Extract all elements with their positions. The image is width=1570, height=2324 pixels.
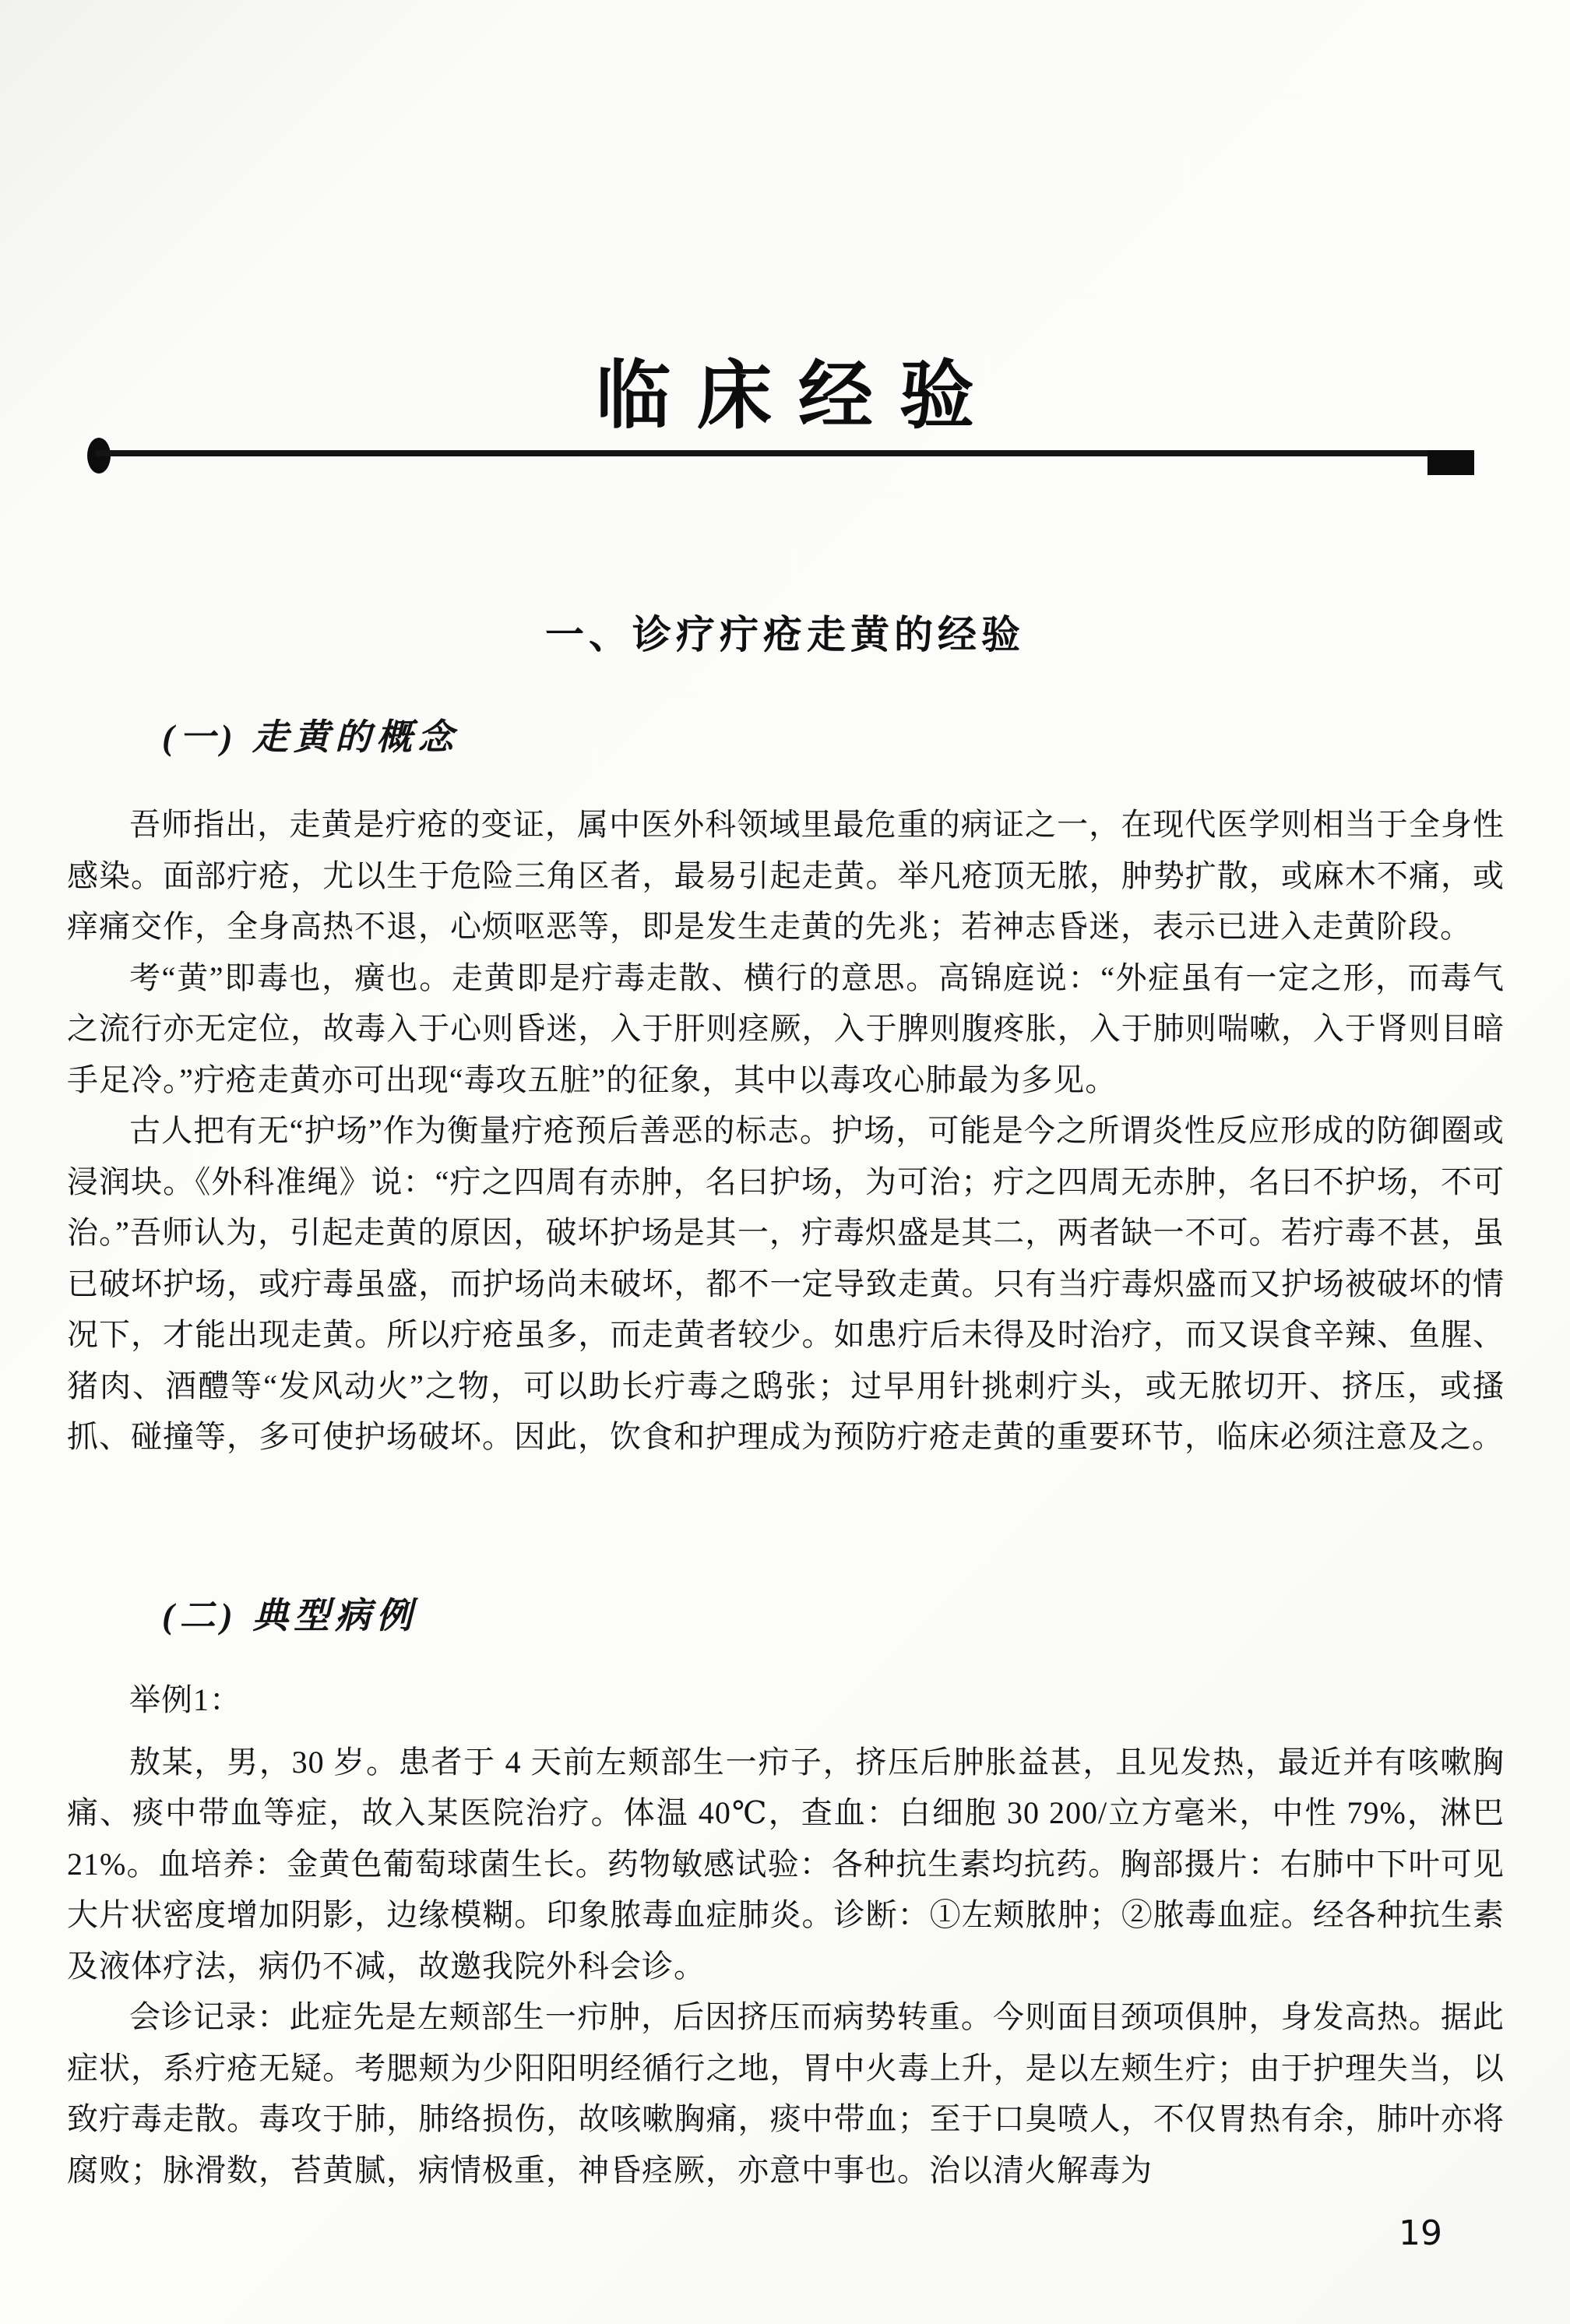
section-title: 一、诊疗疔疮走黄的经验: [545, 612, 1025, 657]
chapter-divider: [87, 436, 1474, 472]
chapter-title: 临床经验: [596, 352, 1001, 439]
case-paragraph: 敖某，男，30 岁。患者于 4 天前左颊部生一疖子，挤压后肿胀益甚，且见发热，最近并有咳嗽胸痛、痰中带血等症，故入某医院治疗。体温 40℃，查血：白细胞 30 200/立方毫米，中性 79%，淋巴 21%。血培养：金黄色葡萄球菌生长。药物敏感试验：各种抗生素均抗药。胸部摄片：右肺中下叶可见大片状密度增加阴影，边缘模糊。印象脓毒血症肺炎。诊断：①左颊脓肿；②脓毒血症。经各种抗生素及液体疗法，病仍不减，故邀我院外科会诊。: [67, 1744, 1505, 1984]
case-text-block: [67, 1674, 1505, 2195]
paragraph: 古人把有无“护场”作为衡量疔疮预后善恶的标志。护场，可能是今之所谓炎性反应形成的防御圈或浸润块。《外科准绳》说：“疔之四周有赤肿，名曰护场，为可治；疔之四周无赤肿，名曰不护场，不可治。”吾师认为，引起走黄的原因，破坏护场是其一，疔毒炽盛是其二，两者缺一不可。若疔毒不甚，虽已破坏护场，或疔毒虽盛，而护场尚未破坏，都不一定导致走黄。只有当疔毒炽盛而又护场被破坏的情况下，才能出现走黄。所以疔疮虽多，而走黄者较少。如患疔后未得及时治疗，而又误食辛辣、鱼腥、猪肉、酒醴等“发风动火”之物，可以助长疔毒之鸱张；过早用针挑刺疔头，或无脓切开、挤压，或搔抓、碰撞等，多可使护场破坏。因此，饮食和护理成为预防疔疮走黄的重要环节，临床必须注意及之。: [67, 1113, 1505, 1454]
divider-square-icon: [1427, 450, 1474, 475]
divider-rule: [95, 450, 1459, 456]
paragraph: 吾师指出，走黄是疔疮的变证，属中医外科领域里最危重的病证之一，在现代医学则相当于全身性感染。面部疔疮，尤以生于危险三角区者，最易引起走黄。举凡疮顶无脓，肿势扩散，或麻木不痛，或痒痛交作，全身高热不退，心烦呕恶等，即是发生走黄的先兆；若神志昏迷，表示已进入走黄阶段。: [67, 807, 1505, 944]
subsection-heading-concept: (一) 走黄的概念: [162, 717, 459, 757]
concept-text-block: [67, 799, 1505, 1463]
page-number: 19: [1399, 2213, 1442, 2253]
case-paragraph: 会诊记录：此症先是左颊部生一疖肿，后因挤压而病势转重。今则面目颈项俱肿，身发高热。据此症状，系疔疮无疑。考腮颊为少阳阳明经循行之地，胃中火毒上升，是以左颊生疔；由于护理失当，以致疔毒走散。毒攻于肺，肺络损伤，故咳嗽胸痛，痰中带血；至于口臭喷人，不仅胃热有余，肺叶亦将腐败；脉滑数，苔黄腻，病情极重，神昏痉厥，亦意中事也。治以清火解毒为: [67, 1999, 1505, 2188]
paragraph: 考“黄”即毒也，癀也。走黄即是疔毒走散、横行的意思。高锦庭说：“外症虽有一定之形，而毒气之流行亦无定位，故毒入于心则昏迷，入于肝则痉厥，入于脾则腹疼胀，入于肺则喘嗽，入于肾则目暗手足冷。”疔疮走黄亦可出现“毒攻五脏”的征象，其中以毒攻心肺最为多见。: [67, 960, 1505, 1097]
subsection-heading-cases: (二) 典型病例: [162, 1596, 418, 1636]
example-label: 举例1：: [129, 1682, 241, 1717]
